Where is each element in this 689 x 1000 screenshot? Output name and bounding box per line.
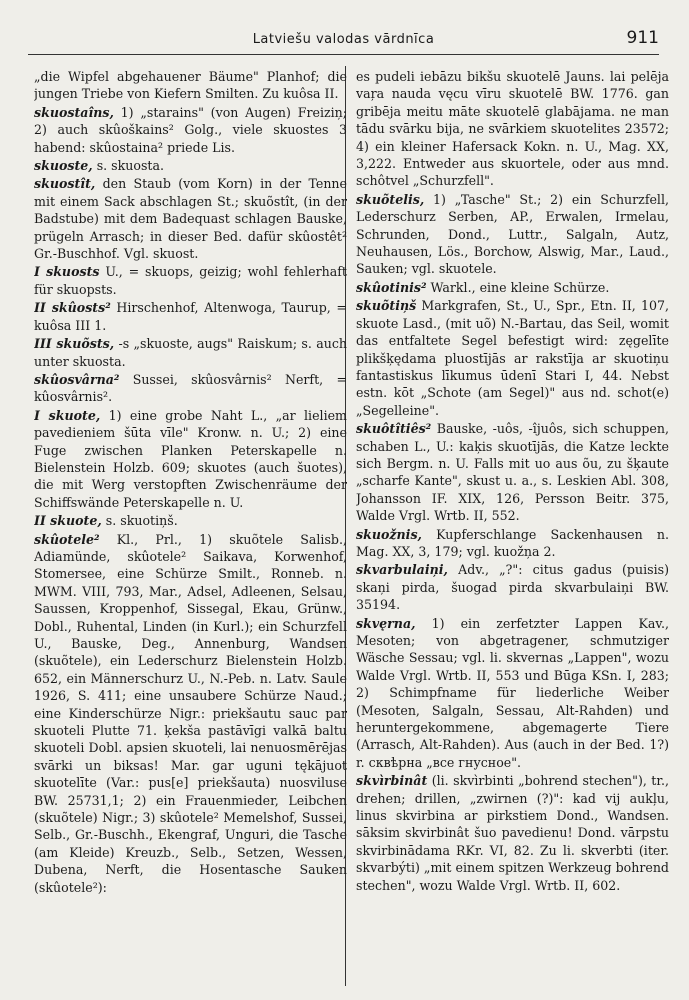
headword: II skûosts²	[34, 300, 111, 316]
entry-text: 1) „starains" (von Augen) Freiziņ; 2) auch skûoškains² Golg., viele skuostes 3 habend: skûostaina² priede Lis.	[34, 104, 347, 155]
entry-text: 1) ein zerfetzter Lappen Kav., Mesoten; von abgetragener, schmutziger Wäsche Sessau; vgl. li. skvernas „Lappen", wozu Walde Vrgl. Wrtb. II, 553 und Būga KSn. I, 283; 2) Schimpfname für liederliche Weiber (Mesoten, Salgaln, Sessau, Alt-Rahden) und heruntergekommene, abgemagerte Tiere (Arrasch, Alt-Rahden). Aus (auch in der Bed. 1?) r. сквѣрна „все гнусное".	[356, 615, 669, 770]
entry-text: (li. skvìrbinti „bohrend stechen"), tr., drehen; drillen, „zwirnen (?)": kad vij aukļu, linus skvirbina ar pirkstiem Dond., Wandsen. sāksim skvirbinât šuo pavedienu! Dond. vārpstu skvirbinādama RKr. VI, 82. Zu li. skverbti (iter. skvarbýti) „mit einem spitzen Werkzeug bohrend stechen", wozu Walde Vrgl. Wrtb. II, 602.	[356, 773, 669, 893]
entry-text: -s „skuoste, augs" Raiskum; s. auch unter skuosta.	[34, 336, 347, 369]
dictionary-entry	[356, 420, 669, 524]
entry-text: Hirschenhof, Altenwoga, Taurup, = kuôsa III 1.	[34, 300, 347, 333]
left-column	[34, 68, 347, 986]
headword: skvarbulaiņi,	[356, 562, 448, 578]
right-column	[356, 68, 669, 986]
dictionary-entry	[34, 157, 347, 174]
headword: skuožnis,	[356, 526, 422, 542]
entry-text: Markgrafen, St., U., Spr., Etn. II, 107, skuote Lasd., (mit uõ) N.-Bartau, das Seil, womit das entfaltete Segel befestigt wird: zęgelīte plikšķędama pluostījās ar rakstīja ar skuotiņu fantastiskus līkumus ūdenī Stari I, 44. Nebst estn. kōt „Schote (am Segel)" aus nd. schot(e) „Segelleine".	[356, 298, 669, 418]
dictionary-entry	[34, 299, 347, 334]
dictionary-entry	[34, 512, 347, 529]
dictionary-entry	[356, 772, 669, 894]
page-header	[28, 30, 659, 55]
dictionary-entry	[34, 104, 347, 156]
entry-text: 1) „Tasche" St.; 2) ein Schurzfell, Lederschurz Serben, AP., Erwalen, Irmelau, Schrunden, Dond., Luttr., Salgaln, Autz, Neuhausen, Lös., Borchow, Alswig, Mar., Laud., Sauken; vgl. skuotele.	[356, 191, 669, 277]
dictionary-entry	[34, 531, 347, 897]
dictionary-entry	[34, 263, 347, 298]
entry-continuation	[34, 68, 347, 103]
headword: I skuosts	[34, 264, 100, 280]
headword: skuostît,	[34, 176, 96, 192]
entry-text: Warkl., eine kleine Schürze.	[426, 279, 610, 295]
dictionary-entry	[356, 191, 669, 278]
headword: skuôtîtiês²	[356, 421, 432, 437]
entry-text: Bauske, -uôs, -îjuôs, sich schuppen, schaben L., U.: kaķis skuotījās, die Katze leckte sich Bergm. n. U. Falls mit uo aus õu, zu šķaute „scharfe Kante", skust u. a., s. Leskien Abl. 308, Johansson IF. XIX, 126, Persson Beitr. 375, Walde Vrgl. Wrtb. II, 552.	[356, 421, 669, 524]
headword: II skuote,	[34, 513, 102, 529]
headword: skûotele²	[34, 531, 100, 547]
headword: III skuõsts,	[34, 336, 115, 352]
running-title: Latviešu valodas vārdnīca	[252, 32, 435, 47]
headword: skuostaîns,	[34, 104, 114, 120]
entry-text: Kl., Prl., 1) skuõtele Salisb., Adiamünde, skûotele² Saikava, Korwenhof, Stomersee, eine Schürze Smilt., Ronneb. n. MWM. VIII, 793, Mar., Adsel, Adleenen, Selsau, Saussen, Kroppenhof, Sissegal, Ekau, Grünw., Dobl., Ruhental, Linden (in Kurl.); ein Schurzfell U., Bauske, Deg., Annenburg, Wandsen (skuõtele), ein Lederschurz Bielenstein Holzb. 652, ein Männerschurz U., N.-Peb. n. Latv. Saule 1926, S. 411; eine unsaubere Schürze Naud.; eine Kinderschürze Nigr.: priekšautu sauc par skuoteli Plutte 71. ķekša pastāvīgi valkā baltu skuoteli Dobl. apsien skuoteli, lai nenuosmērējas svārki un biksas! Mar. gar uguni tękājuot skuotelīte (Var.: pus[e] priekšauta) nuosviluse BW. 25731,1; 2) ein Frauenmieder, Leibchen (skuõtele) Nigr.; 3) skûotele² Memelshof, Sussei, Selb., Gr.-Buschh., Ekengraf, Unguri, die Tasche (am Kleide) Kreuzb., Selb., Setzen, Wessen, Dubena, Nerft, die Hosentasche Sauken (skûotele²):	[34, 531, 347, 895]
headword: skûosvârna²	[34, 371, 120, 387]
entry-text: es pudeli iebāzu bikšu skuotelē Jauns. lai pelēja vaŗa nauda vęcu vīru skuotelē BW. 1776. gan gribēja meitu māte skuotelē glabājama. ne man tādu svārku bija, ne svārkiem skuotelites 23572; 4) ein kleiner Hafersack Kokn. n. U., Mag. XX, 3,222. Entweder aus skuortele, oder aus mnd. schôtvel „Schurzfell".	[356, 69, 669, 189]
dictionary-entry	[356, 615, 669, 772]
dictionary-entry	[356, 279, 669, 296]
dictionary-entry	[34, 335, 347, 370]
dictionary-entry	[34, 371, 347, 406]
dictionary-entry	[34, 407, 347, 511]
entry-text: den Staub (vom Korn) in der Tenne mit einem Sack abschlagen St.; skuõstît, (in der Badstube) mit dem Badequast schlagen Bauske, prügeln Arrasch; in dieser Bed. dafür skûostêt² Gr.-Buschhof. Vgl. skuost.	[34, 176, 347, 262]
entry-continuation	[356, 68, 669, 190]
entry-text: s. skuotiņš.	[101, 513, 178, 529]
entry-text: s. skuosta.	[92, 158, 164, 174]
dictionary-entry	[356, 561, 669, 613]
headword: skuõtiņš	[356, 298, 417, 314]
entry-text: 1) eine grobe Naht L., „ar lieliem pavedieniem šūta vīle" Kronw. n. U.; 2) eine Fuge zwischen Planken Peterskapelle n. Bielenstein Holzb. 609; skuotes (auch šuotes), die mit Werg verstopften Zwischenräume der Schiffswände Peterskapelle n. U.	[34, 407, 347, 510]
entry-text: Sussei, skûosvârnis² Nerft, = kûosvârnis².	[34, 371, 347, 405]
headword: skûotinis²	[356, 279, 427, 295]
entry-text: Kupferschlange Sackenhausen n. Mag. XX, 3, 179; vgl. kuožņa 2.	[356, 526, 669, 559]
headword: skuõtelis,	[356, 191, 425, 207]
headword: skuoste,	[34, 158, 93, 174]
entry-text: „die Wipfel abgehauener Bäume" Planhof; die jungen Triebe von Kiefern Smilten. Zu kuôsa II.	[34, 69, 347, 102]
headword: I skuote,	[34, 407, 101, 423]
page-number: 911	[626, 28, 659, 48]
dictionary-entry	[34, 175, 347, 262]
dictionary-entry	[356, 526, 669, 561]
dictionary-entry	[356, 297, 669, 419]
headword: skvìrbinât	[356, 773, 428, 789]
entry-text: Adv., „?": citus gadus (puisis) skaņi pirda, šuogad pirda skvarbulaiņi BW. 35194.	[356, 562, 669, 613]
entry-text: U., = skuops, geizig; wohl fehlerhaft für skuopsts.	[34, 264, 347, 297]
headword: skvęrna,	[356, 615, 416, 631]
